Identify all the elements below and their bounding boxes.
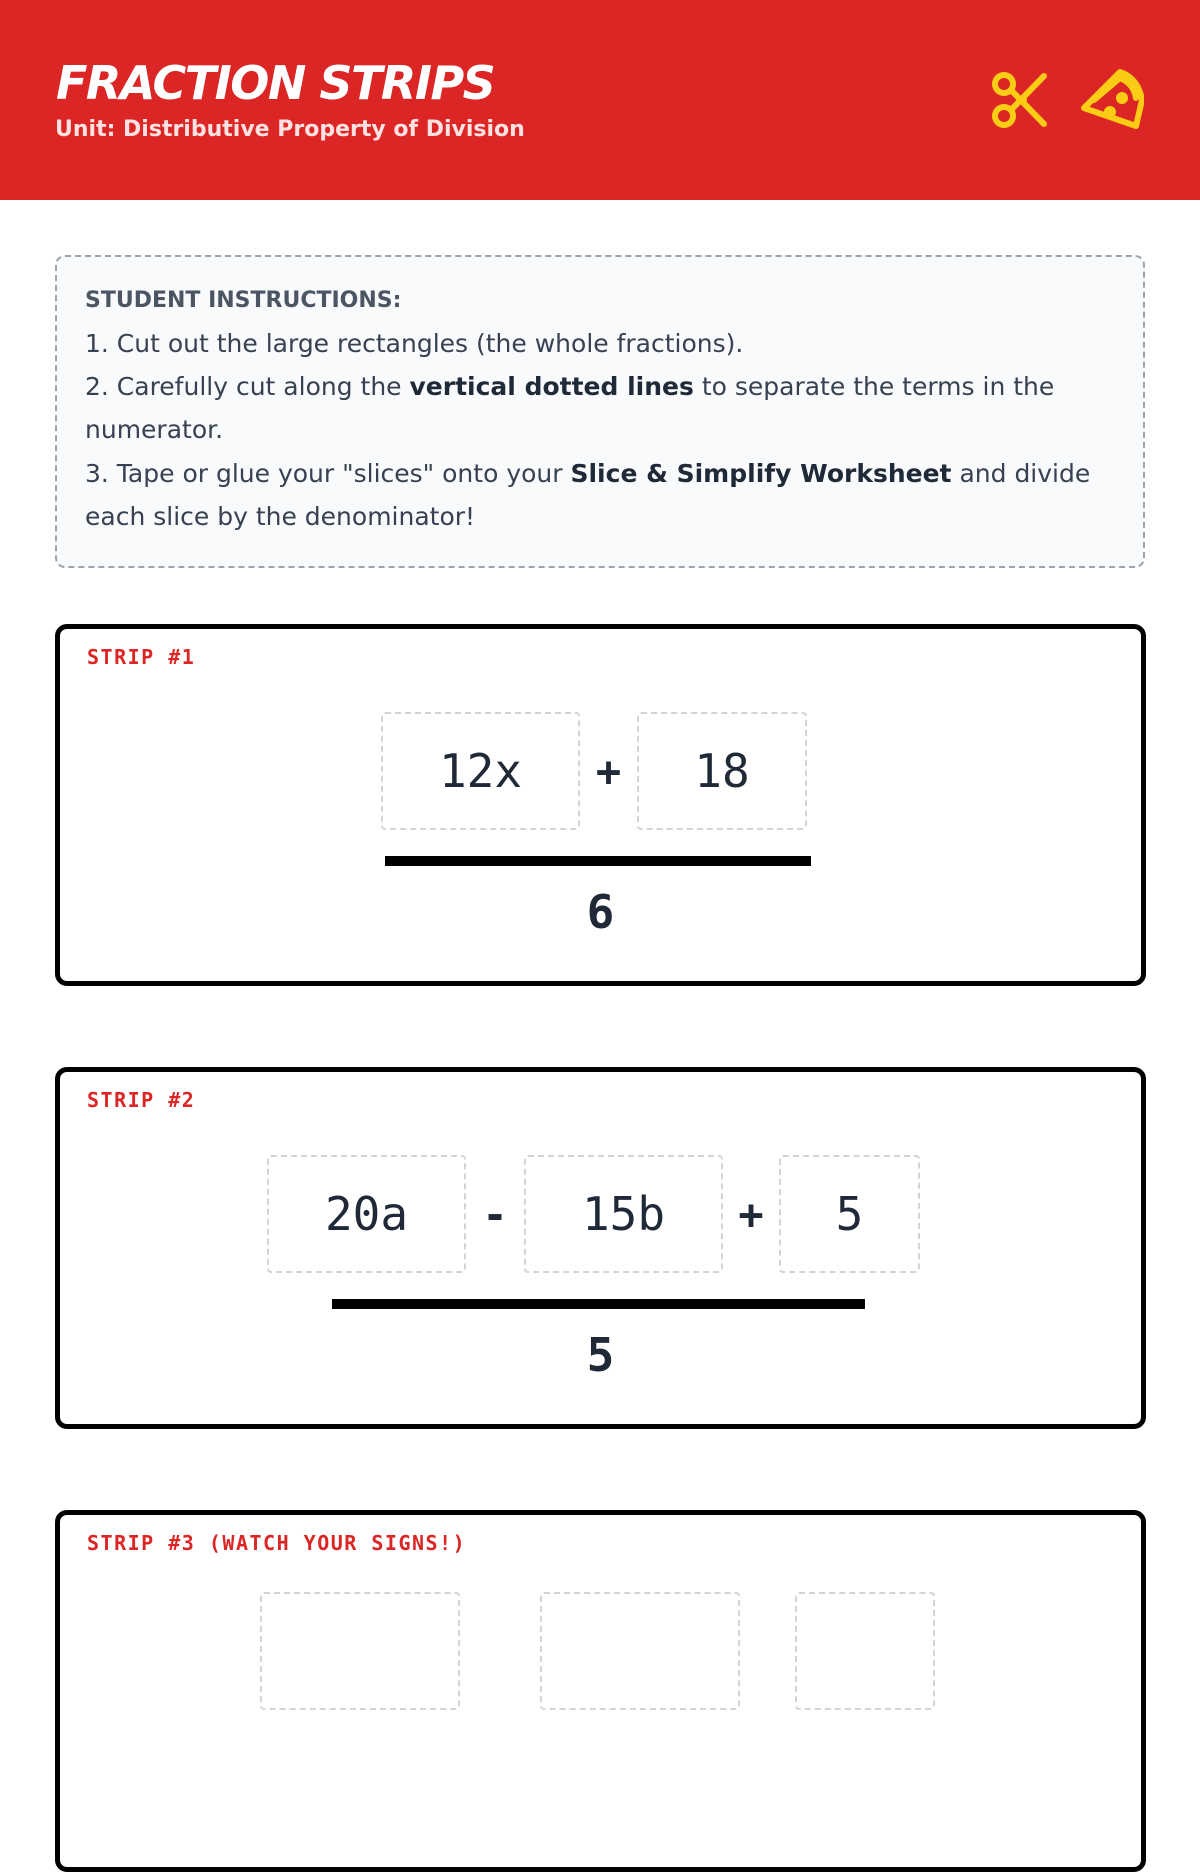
- page-title: FRACTION STRIPS: [56, 56, 495, 110]
- fraction-strip-2[interactable]: [55, 1067, 1146, 1429]
- fraction-bar: [385, 856, 811, 866]
- numerator-term-slice[interactable]: 12x: [381, 712, 580, 830]
- operator-sign: +: [738, 1189, 764, 1239]
- instruction-emphasis: Slice & Simplify Worksheet: [570, 459, 952, 488]
- operator-sign: -: [482, 1189, 508, 1239]
- instructions-heading: STUDENT INSTRUCTIONS:: [85, 288, 402, 313]
- numerator-term-slice[interactable]: 18: [637, 712, 807, 830]
- instruction-step-3: 3. Tape or glue your "slices" onto your Slice & Simplify Worksheet and divide each slice by the denominator!: [85, 459, 1091, 531]
- strip-label: STRIP #2: [87, 1088, 196, 1112]
- numerator-term-slice[interactable]: [260, 1592, 460, 1710]
- denominator: 6: [586, 885, 615, 939]
- page-subtitle: Unit: Distributive Property of Division: [55, 117, 525, 142]
- strip-label: STRIP #3 (WATCH YOUR SIGNS!): [87, 1531, 467, 1555]
- numerator-term-slice[interactable]: [795, 1592, 935, 1710]
- scissors-icon: [988, 68, 1052, 132]
- numerator-term-slice[interactable]: 20a: [267, 1155, 466, 1273]
- numerator-term-slice[interactable]: 5: [779, 1155, 920, 1273]
- numerator-term-slice[interactable]: [540, 1592, 740, 1710]
- page-header: [0, 0, 1200, 200]
- numerator-term-slice[interactable]: 15b: [524, 1155, 723, 1273]
- denominator: 5: [586, 1328, 615, 1382]
- operator-sign: +: [595, 746, 622, 796]
- strip-label: STRIP #1: [87, 645, 196, 669]
- instruction-step-2: 2. Carefully cut along the vertical dotted lines to separate the terms in the numerator.: [85, 372, 1055, 444]
- instruction-emphasis: vertical dotted lines: [409, 372, 694, 401]
- instruction-step-1: 1. Cut out the large rectangles (the whole fractions).: [85, 329, 744, 358]
- fraction-bar: [332, 1299, 865, 1309]
- student-instructions-box: [55, 255, 1145, 568]
- fraction-strip-3[interactable]: [55, 1510, 1146, 1872]
- pizza-icon: [1080, 68, 1144, 132]
- fraction-strip-1[interactable]: [55, 624, 1146, 986]
